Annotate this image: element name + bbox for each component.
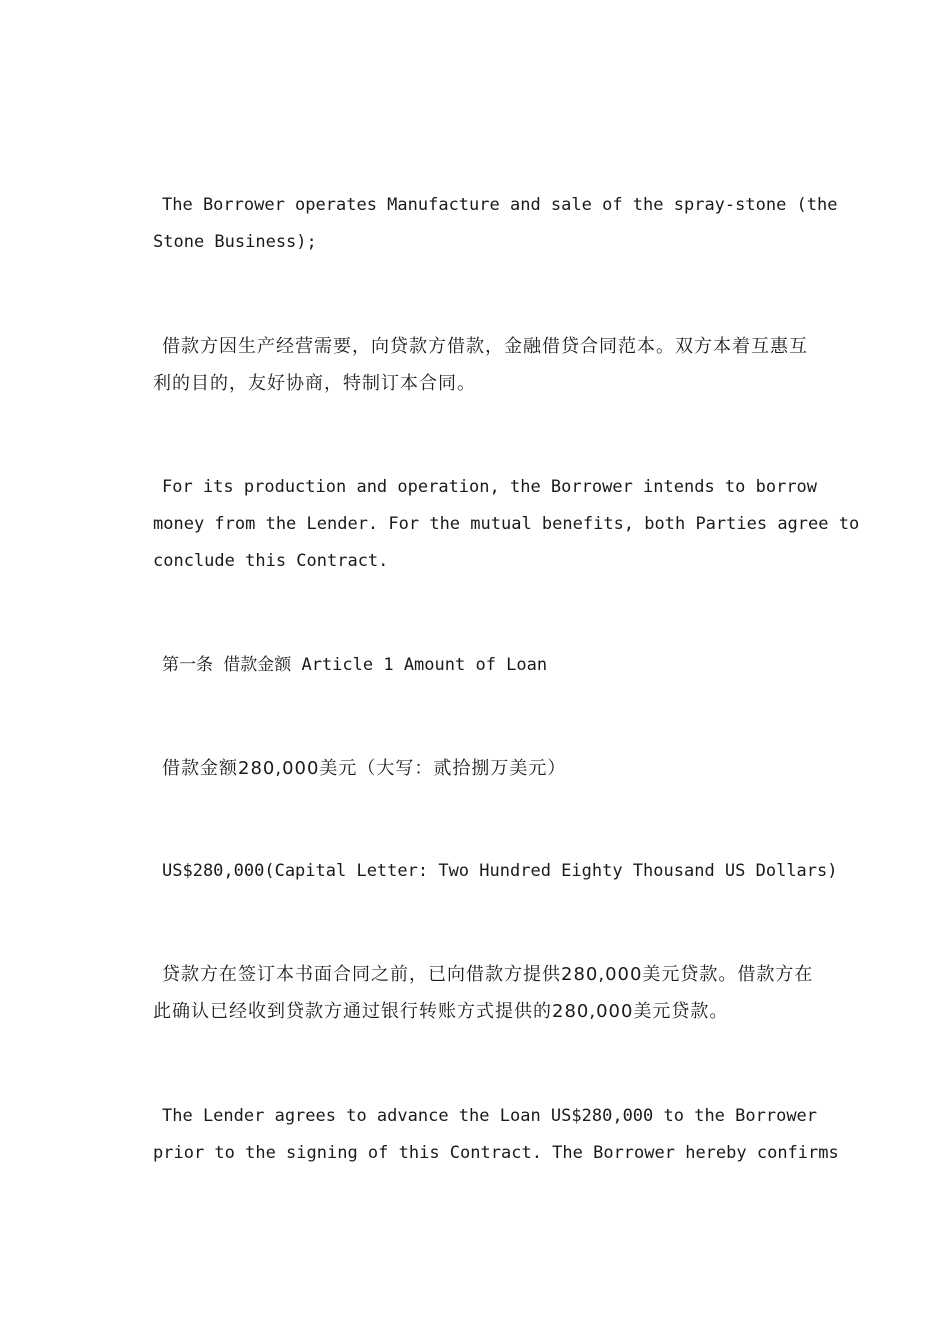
paragraph-loan-amount-en	[144, 853, 838, 890]
text-line: The Lender agrees to advance the Loan US$280,000 to the Borrower	[162, 1106, 818, 1126]
text-line: 第一条 借款金额 Article 1 Amount of Loan	[162, 655, 548, 675]
text-line: 借款方因生产经营需要，向贷款方借款，金融借贷合同范本。双方本着互惠互	[162, 336, 808, 357]
text-line: For its production and operation, the Borrower intends to borrow	[162, 477, 818, 497]
text-line: 贷款方在签订本书面合同之前，已向借款方提供280,000美元贷款。借款方在	[162, 964, 814, 985]
paragraph-loan-advance-en	[144, 1098, 839, 1172]
paragraph-borrowing-purpose-cn	[144, 328, 816, 402]
text-line: US$280,000(Capital Letter: Two Hundred Eighty Thousand US Dollars)	[162, 861, 838, 881]
text-line: Stone Business);	[153, 232, 317, 252]
text-line: The Borrower operates Manufacture and sale of the spray-stone (the	[162, 195, 838, 215]
text-line: prior to the signing of this Contract. The Borrower hereby confirms	[153, 1143, 839, 1163]
paragraph-loan-amount-cn	[144, 750, 816, 787]
paragraph-loan-advance-cn	[144, 956, 816, 1030]
text-line: 此确认已经收到贷款方通过银行转账方式提供的280,000美元贷款。	[153, 1001, 729, 1022]
text-line: conclude this Contract.	[153, 551, 389, 571]
text-line: 利的目的，友好协商，特制订本合同。	[153, 373, 476, 394]
text-line: money from the Lender. For the mutual benefits, both Parties agree to	[153, 514, 860, 534]
paragraph-borrower-business	[144, 187, 838, 261]
paragraph-borrowing-purpose-en	[144, 469, 860, 580]
article-1-heading	[144, 647, 816, 684]
text-line: 借款金额280,000美元（大写：贰拾捌万美元）	[162, 758, 567, 779]
